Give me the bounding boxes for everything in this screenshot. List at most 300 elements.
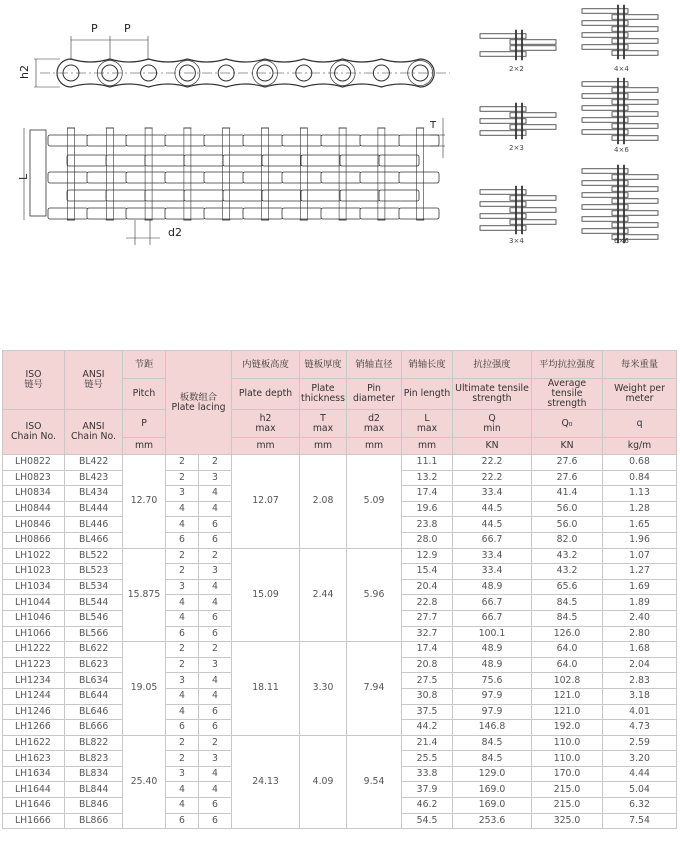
lacing-plate bbox=[582, 217, 628, 222]
average-strength-value: 43.2 bbox=[532, 548, 603, 564]
hdr-depth-sym: h2 max bbox=[232, 410, 300, 438]
hdr-len-unit: mm bbox=[402, 438, 453, 455]
lacing-plate bbox=[612, 15, 658, 20]
lacing-plate bbox=[612, 199, 658, 204]
hdr-pin-unit: mm bbox=[347, 438, 402, 455]
lacing-plate bbox=[612, 136, 658, 141]
hdr-thick-sym: T max bbox=[300, 410, 347, 438]
lacing-a: 6 bbox=[166, 626, 199, 642]
lacing-plate bbox=[510, 113, 556, 118]
ansi-chain-no: BL534 bbox=[65, 579, 123, 595]
table-row bbox=[3, 548, 677, 564]
average-strength-value: 41.4 bbox=[532, 486, 603, 502]
lacing-plate bbox=[582, 181, 628, 186]
average-strength-value: 102.8 bbox=[532, 673, 603, 689]
lacing-b: 4 bbox=[199, 688, 232, 704]
lacing-a: 6 bbox=[166, 532, 199, 548]
plate-depth-value: 24.13 bbox=[232, 735, 300, 829]
lacing-b: 3 bbox=[199, 657, 232, 673]
ansi-chain-no: BL566 bbox=[65, 626, 123, 642]
lacing-a: 2 bbox=[166, 642, 199, 658]
plate bbox=[399, 208, 439, 219]
plate bbox=[262, 155, 302, 166]
weight-value: 1.13 bbox=[603, 486, 677, 502]
iso-chain-no: LH0834 bbox=[3, 486, 65, 502]
plate bbox=[184, 155, 224, 166]
plate bbox=[360, 172, 400, 183]
average-strength-value: 215.0 bbox=[532, 798, 603, 814]
ansi-chain-no: BL546 bbox=[65, 610, 123, 626]
lacing-a: 6 bbox=[166, 813, 199, 829]
average-strength-value: 64.0 bbox=[532, 642, 603, 658]
lacing-b: 2 bbox=[199, 548, 232, 564]
lacing-b: 4 bbox=[199, 766, 232, 782]
ultimate-strength-value: 84.5 bbox=[453, 735, 532, 751]
lacing-plate bbox=[582, 45, 628, 50]
weight-value: 4.44 bbox=[603, 766, 677, 782]
iso-chain-no: LH1266 bbox=[3, 720, 65, 736]
average-strength-value: 27.6 bbox=[532, 455, 603, 471]
weight-value: 3.20 bbox=[603, 751, 677, 767]
hdr-wt-unit: kg/m bbox=[603, 438, 677, 455]
average-strength-value: 215.0 bbox=[532, 782, 603, 798]
ansi-chain-no: BL822 bbox=[65, 735, 123, 751]
ultimate-strength-value: 146.8 bbox=[453, 720, 532, 736]
lacing-a: 2 bbox=[166, 735, 199, 751]
lacing-b: 4 bbox=[199, 595, 232, 611]
hdr-len-sym: L max bbox=[402, 410, 453, 438]
plate bbox=[106, 155, 146, 166]
lacing-plate bbox=[582, 33, 628, 38]
weight-value: 1.89 bbox=[603, 595, 677, 611]
lacing-a: 3 bbox=[166, 766, 199, 782]
lacing-a: 2 bbox=[166, 470, 199, 486]
pitch-value: 25.40 bbox=[123, 735, 166, 829]
pin-length-value: 37.5 bbox=[402, 704, 453, 720]
pin-length-value: 28.0 bbox=[402, 532, 453, 548]
lacing-a: 4 bbox=[166, 610, 199, 626]
pin-diameter-value: 7.94 bbox=[347, 642, 402, 736]
plate bbox=[126, 135, 166, 146]
plate bbox=[282, 208, 322, 219]
pin-length-value: 32.7 bbox=[402, 626, 453, 642]
iso-chain-no: LH1023 bbox=[3, 564, 65, 580]
average-strength-value: 110.0 bbox=[532, 751, 603, 767]
ansi-chain-no: BL644 bbox=[65, 688, 123, 704]
ansi-chain-no: BL446 bbox=[65, 517, 123, 533]
hdr-depth-unit: mm bbox=[232, 438, 300, 455]
average-strength-value: 126.0 bbox=[532, 626, 603, 642]
hdr-depth-cn: 内链板高度 bbox=[232, 351, 300, 379]
pin-length-value: 13.2 bbox=[402, 470, 453, 486]
hdr-lacing bbox=[166, 351, 232, 455]
plate bbox=[165, 208, 205, 219]
lacing-plate bbox=[582, 21, 628, 26]
pin-length-value: 54.5 bbox=[402, 813, 453, 829]
average-strength-value: 65.6 bbox=[532, 579, 603, 595]
lacing-plate bbox=[582, 94, 628, 99]
lacing-b: 4 bbox=[199, 673, 232, 689]
lacing-plate bbox=[582, 229, 628, 234]
lacing-a: 2 bbox=[166, 564, 199, 580]
ultimate-strength-value: 48.9 bbox=[453, 642, 532, 658]
lacing-b: 3 bbox=[199, 470, 232, 486]
hdr-uts-sym: Q min bbox=[453, 410, 532, 438]
lacing-plate bbox=[480, 107, 526, 112]
pin-length-value: 21.4 bbox=[402, 735, 453, 751]
plate bbox=[204, 135, 244, 146]
pin-length-value: 17.4 bbox=[402, 486, 453, 502]
lacing-plate bbox=[612, 39, 658, 44]
lacing-plate bbox=[612, 124, 658, 129]
lacing-plate bbox=[480, 34, 526, 39]
plate bbox=[282, 135, 322, 146]
lacing-a: 4 bbox=[166, 782, 199, 798]
top-view bbox=[24, 118, 445, 245]
iso-chain-no: LH0866 bbox=[3, 532, 65, 548]
hdr-pitch-cn: 节距 bbox=[123, 351, 166, 379]
lacing-a: 4 bbox=[166, 501, 199, 517]
lacing-plate bbox=[480, 226, 526, 231]
hdr-lacing-en: Plate lacing bbox=[171, 401, 226, 413]
weight-value: 1.65 bbox=[603, 517, 677, 533]
plate-thickness-value: 4.09 bbox=[300, 735, 347, 829]
lacing-b: 6 bbox=[199, 813, 232, 829]
average-strength-value: 82.0 bbox=[532, 532, 603, 548]
pin-length-value: 15.4 bbox=[402, 564, 453, 580]
lacing-plate bbox=[612, 100, 658, 105]
ansi-chain-no: BL844 bbox=[65, 782, 123, 798]
average-strength-value: 43.2 bbox=[532, 564, 603, 580]
lacing-a: 4 bbox=[166, 595, 199, 611]
lacing-b: 4 bbox=[199, 501, 232, 517]
lacing-b: 4 bbox=[199, 579, 232, 595]
hdr-iso-en: ISO Chain No. bbox=[3, 410, 65, 455]
pin-diameter-value: 5.09 bbox=[347, 455, 402, 549]
lacing-plate bbox=[510, 208, 556, 213]
hdr-wt-en: Weight per meter bbox=[603, 379, 677, 410]
lacing-plate bbox=[510, 46, 556, 51]
plate bbox=[48, 135, 88, 146]
hdr-lacing-cn: 板数组合 bbox=[179, 391, 218, 403]
lacing-a: 3 bbox=[166, 673, 199, 689]
ansi-chain-no: BL634 bbox=[65, 673, 123, 689]
pin-length-value: 22.8 bbox=[402, 595, 453, 611]
lacing-plate bbox=[582, 118, 628, 123]
ultimate-strength-value: 33.4 bbox=[453, 564, 532, 580]
lacing-plate bbox=[612, 27, 658, 32]
weight-value: 6.32 bbox=[603, 798, 677, 814]
pin-length-value: 20.4 bbox=[402, 579, 453, 595]
hdr-depth-en: Plate depth bbox=[232, 379, 300, 410]
plate bbox=[48, 208, 88, 219]
ansi-chain-no: BL646 bbox=[65, 704, 123, 720]
ultimate-strength-value: 33.4 bbox=[453, 486, 532, 502]
hdr-ats-cn: 平均抗拉强度 bbox=[532, 351, 603, 379]
dim-T-label: T bbox=[430, 120, 437, 131]
hdr-ansi-en: ANSI Chain No. bbox=[65, 410, 123, 455]
weight-value: 4.01 bbox=[603, 704, 677, 720]
hdr-ats-en: Average tensile strength bbox=[532, 379, 603, 410]
lacing-plate bbox=[612, 88, 658, 93]
plate bbox=[360, 135, 400, 146]
ultimate-strength-value: 48.9 bbox=[453, 579, 532, 595]
weight-value: 0.84 bbox=[603, 470, 677, 486]
plate bbox=[321, 172, 361, 183]
plate bbox=[223, 190, 263, 201]
lacing-a: 2 bbox=[166, 548, 199, 564]
pin-diameter-value: 5.96 bbox=[347, 548, 402, 642]
plate bbox=[282, 172, 322, 183]
pin-length-value: 11.1 bbox=[402, 455, 453, 471]
ultimate-strength-value: 97.9 bbox=[453, 688, 532, 704]
ultimate-strength-value: 253.6 bbox=[453, 813, 532, 829]
average-strength-value: 192.0 bbox=[532, 720, 603, 736]
weight-value: 1.69 bbox=[603, 579, 677, 595]
plate-depth-value: 12.07 bbox=[232, 455, 300, 549]
lacing-b: 6 bbox=[199, 517, 232, 533]
lacing-label-2x2: 2×2 bbox=[509, 65, 524, 73]
plate bbox=[165, 172, 205, 183]
plate-thickness-value: 2.08 bbox=[300, 455, 347, 549]
ansi-chain-no: BL834 bbox=[65, 766, 123, 782]
lacing-a: 2 bbox=[166, 455, 199, 471]
hdr-wt-cn: 每米重量 bbox=[603, 351, 677, 379]
hdr-ats-sym: Q₀ bbox=[532, 410, 603, 438]
hdr-pin-en: Pin diameter bbox=[347, 379, 402, 410]
weight-value: 2.59 bbox=[603, 735, 677, 751]
spec-table-body bbox=[3, 455, 677, 829]
hdr-iso-cn: ISO 链号 bbox=[3, 351, 65, 410]
pin-length-value: 19.6 bbox=[402, 501, 453, 517]
table-row bbox=[3, 642, 677, 658]
average-strength-value: 84.5 bbox=[532, 595, 603, 611]
iso-chain-no: LH1046 bbox=[3, 610, 65, 626]
weight-value: 2.04 bbox=[603, 657, 677, 673]
hdr-uts-cn: 抗拉强度 bbox=[453, 351, 532, 379]
pin-length-value: 44.2 bbox=[402, 720, 453, 736]
plate bbox=[67, 155, 107, 166]
average-strength-value: 56.0 bbox=[532, 501, 603, 517]
weight-value: 2.83 bbox=[603, 673, 677, 689]
end-bar bbox=[30, 130, 46, 216]
lacing-b: 4 bbox=[199, 782, 232, 798]
iso-chain-no: LH1634 bbox=[3, 766, 65, 782]
ansi-chain-no: BL866 bbox=[65, 813, 123, 829]
dim-h2-label: h2 bbox=[18, 65, 31, 79]
lacing-a: 4 bbox=[166, 798, 199, 814]
plate-thickness-value: 3.30 bbox=[300, 642, 347, 736]
plate bbox=[223, 155, 263, 166]
lacing-plate bbox=[582, 205, 628, 210]
lacing-plate bbox=[480, 131, 526, 136]
lacing-b: 2 bbox=[199, 735, 232, 751]
plate bbox=[145, 155, 185, 166]
lacing-plate bbox=[582, 169, 628, 174]
lacing-plate bbox=[582, 193, 628, 198]
average-strength-value: 325.0 bbox=[532, 813, 603, 829]
plate bbox=[87, 135, 127, 146]
average-strength-value: 27.6 bbox=[532, 470, 603, 486]
iso-chain-no: LH0822 bbox=[3, 455, 65, 471]
lacing-a: 2 bbox=[166, 657, 199, 673]
hdr-pin-sym: d2 max bbox=[347, 410, 402, 438]
plate bbox=[106, 190, 146, 201]
pin-length-value: 27.7 bbox=[402, 610, 453, 626]
lacing-b: 4 bbox=[199, 486, 232, 502]
average-strength-value: 121.0 bbox=[532, 688, 603, 704]
ansi-chain-no: BL522 bbox=[65, 548, 123, 564]
pin-length-value: 37.9 bbox=[402, 782, 453, 798]
iso-chain-no: LH0823 bbox=[3, 470, 65, 486]
plate bbox=[321, 208, 361, 219]
iso-chain-no: LH1666 bbox=[3, 813, 65, 829]
lacing-plate bbox=[582, 130, 628, 135]
lacing-b: 6 bbox=[199, 532, 232, 548]
lacing-b: 3 bbox=[199, 564, 232, 580]
weight-value: 1.27 bbox=[603, 564, 677, 580]
average-strength-value: 56.0 bbox=[532, 517, 603, 533]
lacing-a: 2 bbox=[166, 751, 199, 767]
ultimate-strength-value: 97.9 bbox=[453, 704, 532, 720]
iso-chain-no: LH1644 bbox=[3, 782, 65, 798]
lacing-plate bbox=[480, 190, 526, 195]
lacing-plate bbox=[510, 196, 556, 201]
ansi-chain-no: BL434 bbox=[65, 486, 123, 502]
lacing-a: 4 bbox=[166, 688, 199, 704]
iso-chain-no: LH1044 bbox=[3, 595, 65, 611]
hdr-pitch-en: Pitch bbox=[123, 379, 166, 410]
ansi-chain-no: BL422 bbox=[65, 455, 123, 471]
average-strength-value: 121.0 bbox=[532, 704, 603, 720]
ansi-chain-no: BL466 bbox=[65, 532, 123, 548]
lacing-a: 3 bbox=[166, 486, 199, 502]
iso-chain-no: LH1246 bbox=[3, 704, 65, 720]
ultimate-strength-value: 169.0 bbox=[453, 798, 532, 814]
iso-chain-no: LH1646 bbox=[3, 798, 65, 814]
pin-diameter-value: 9.54 bbox=[347, 735, 402, 829]
plate bbox=[399, 135, 439, 146]
lacing-plate bbox=[582, 106, 628, 111]
lacing-b: 6 bbox=[199, 610, 232, 626]
plate bbox=[243, 208, 283, 219]
hdr-wt-sym: q bbox=[603, 410, 677, 438]
plate bbox=[204, 208, 244, 219]
average-strength-value: 170.0 bbox=[532, 766, 603, 782]
ansi-chain-no: BL666 bbox=[65, 720, 123, 736]
weight-value: 2.40 bbox=[603, 610, 677, 626]
chain-technical-drawing bbox=[0, 0, 680, 300]
iso-chain-no: LH1622 bbox=[3, 735, 65, 751]
ansi-chain-no: BL423 bbox=[65, 470, 123, 486]
weight-value: 1.07 bbox=[603, 548, 677, 564]
ansi-chain-no: BL444 bbox=[65, 501, 123, 517]
ultimate-strength-value: 169.0 bbox=[453, 782, 532, 798]
hdr-ats-unit: KN bbox=[532, 438, 603, 455]
lacing-b: 2 bbox=[199, 455, 232, 471]
hdr-pitch-unit: mm bbox=[123, 438, 166, 455]
lacing-label-6x6: 6×6 bbox=[614, 237, 629, 245]
plate bbox=[126, 172, 166, 183]
lacing-plate bbox=[510, 220, 556, 225]
hdr-thick-en: Plate thickness bbox=[300, 379, 347, 410]
table-row bbox=[3, 455, 677, 471]
iso-chain-no: LH1022 bbox=[3, 548, 65, 564]
iso-chain-no: LH1623 bbox=[3, 751, 65, 767]
pin-length-value: 30.8 bbox=[402, 688, 453, 704]
lacing-b: 2 bbox=[199, 642, 232, 658]
lacing-plate bbox=[582, 9, 628, 14]
ansi-chain-no: BL622 bbox=[65, 642, 123, 658]
lacing-label-3x4: 3×4 bbox=[509, 237, 524, 245]
lacing-b: 3 bbox=[199, 751, 232, 767]
pin-length-value: 12.9 bbox=[402, 548, 453, 564]
pin-length-value: 23.8 bbox=[402, 517, 453, 533]
hdr-len-en: Pin length bbox=[402, 379, 453, 410]
hdr-ansi-cn: ANSI 链号 bbox=[65, 351, 123, 410]
weight-value: 1.28 bbox=[603, 501, 677, 517]
weight-value: 0.68 bbox=[603, 455, 677, 471]
lacing-label-4x6: 4×6 bbox=[614, 146, 629, 154]
lacing-b: 6 bbox=[199, 704, 232, 720]
plate bbox=[360, 208, 400, 219]
ultimate-strength-value: 129.0 bbox=[453, 766, 532, 782]
dim-pitch-label-1: P bbox=[91, 22, 98, 35]
iso-chain-no: LH0844 bbox=[3, 501, 65, 517]
ultimate-strength-value: 48.9 bbox=[453, 657, 532, 673]
pitch-value: 12.70 bbox=[123, 455, 166, 549]
hdr-uts-unit: KN bbox=[453, 438, 532, 455]
ultimate-strength-value: 66.7 bbox=[453, 532, 532, 548]
plate bbox=[126, 208, 166, 219]
pin-length-value: 20.8 bbox=[402, 657, 453, 673]
plate-thickness-value: 2.44 bbox=[300, 548, 347, 642]
hdr-pin-cn: 销轴直径 bbox=[347, 351, 402, 379]
pitch-value: 15.875 bbox=[123, 548, 166, 642]
weight-value: 7.54 bbox=[603, 813, 677, 829]
weight-value: 4.73 bbox=[603, 720, 677, 736]
ansi-chain-no: BL846 bbox=[65, 798, 123, 814]
average-strength-value: 84.5 bbox=[532, 610, 603, 626]
pin-length-value: 17.4 bbox=[402, 642, 453, 658]
lacing-plate bbox=[480, 52, 526, 57]
lacing-plate bbox=[582, 82, 628, 87]
lacing-plate bbox=[612, 187, 658, 192]
plate bbox=[262, 190, 302, 201]
plate bbox=[145, 190, 185, 201]
average-strength-value: 110.0 bbox=[532, 735, 603, 751]
plate bbox=[165, 135, 205, 146]
lacing-b: 6 bbox=[199, 798, 232, 814]
plate bbox=[243, 135, 283, 146]
ultimate-strength-value: 66.7 bbox=[453, 610, 532, 626]
lacing-b: 6 bbox=[199, 720, 232, 736]
weight-value: 1.96 bbox=[603, 532, 677, 548]
iso-chain-no: LH1066 bbox=[3, 626, 65, 642]
pin-length-value: 46.2 bbox=[402, 798, 453, 814]
dim-L-label: L bbox=[17, 173, 30, 180]
lacing-plate bbox=[480, 202, 526, 207]
hdr-pitch-sym: P bbox=[123, 410, 166, 438]
weight-value: 1.68 bbox=[603, 642, 677, 658]
lacing-plate bbox=[612, 211, 658, 216]
iso-chain-no: LH0846 bbox=[3, 517, 65, 533]
lacing-plate bbox=[612, 112, 658, 117]
plate bbox=[184, 190, 224, 201]
plate-depth-value: 18.11 bbox=[232, 642, 300, 736]
hdr-thick-cn: 链板厚度 bbox=[300, 351, 347, 379]
ultimate-strength-value: 84.5 bbox=[453, 751, 532, 767]
